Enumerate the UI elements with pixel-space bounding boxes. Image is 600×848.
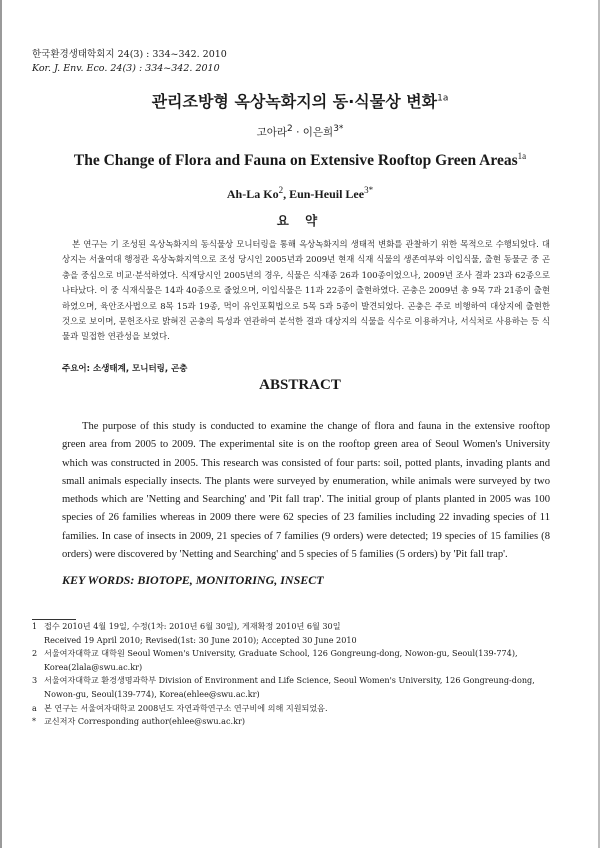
author-kr-1: 고아라	[256, 126, 287, 139]
footnote-text: 접수 2010년 4월 19일, 수정(1차: 2010년 6월 30일), 게재확정 2010년 6월 30일	[44, 621, 341, 631]
footnote-2	[32, 647, 562, 674]
author-kr-1-sup: 2	[287, 124, 293, 134]
footnote-mark: 3	[32, 675, 38, 686]
footnote-text: 서울여자대학교 환경생명과학부 Division of Environment and Life Science, Seoul Women's University, 126 Gongreung-dong,	[44, 675, 535, 686]
author-en-2: Eun-Heuil Lee	[289, 187, 365, 201]
journal-citation	[32, 48, 227, 76]
summary-korean: 본 연구는 기 조성된 옥상녹화지의 동식물상 모니터링을 통해 옥상녹화지의 생태적 변화를 관찰하기 위한 목적으로 수행되었다. 대상지는 서울여대 행정관 옥상녹화지역으로 조성 당시인 2005년과 2009년 현재 식재 식물의 생존여부와 이입식물, 출현 동물군 중 곤충을 중심으로 비교·분석하였다. 식재당시인 2005년의 경우, 식물은 식재종 26과 100종이었으나, 2009년 조사 결과 23과 62종으로 나타났다. 이 중 식재식물은 14과 40종으로 줄었으며, 이입식물은 11과 22종이 출현하였다. 곤충은 2009년 총 9목 7과 21종이 출현하였으며, 육안조사법으로 8목 15과 19종, 먹이 유인포획법으로 5목 5과 5종이 발견되었다. 곤충은 주로 비행하여 대상지에 출현한 것으로 보이며, 문헌조사로 밝혀진 곤충의 특성과 연관하여 분석한 결과 대상지의 식물을 식수로 이용하거나, 서식처로 사용하는 등 식물과 밀접한 연관성을 보였다.	[62, 239, 550, 342]
author-en-1: Ah-La Ko	[226, 187, 279, 201]
title-korean	[0, 89, 600, 112]
footnote-text-2: Nowon-gu, Seoul(139-774), Korea(ehlee@swu.ac.kr)	[44, 688, 260, 699]
author-en-1-sup: 2	[278, 185, 284, 195]
journal-citation-en: Kor. J. Env. Eco. 24(3) : 334~342. 2010	[32, 63, 220, 74]
footnote-text-2: Korea(2lala@swu.ac.kr)	[44, 661, 143, 672]
title-english-sup: 1a	[517, 151, 527, 161]
abstract-heading: ABSTRACT	[259, 377, 341, 393]
journal-citation-kr: 한국환경생태학회지 24(3) : 334~342. 2010	[32, 49, 227, 60]
summary-heading: 요 약	[276, 213, 324, 228]
author-en-separator: ,	[283, 187, 290, 201]
footnote-3	[32, 674, 562, 701]
author-en-2-sup: 3*	[364, 185, 374, 195]
title-english	[0, 151, 600, 170]
footnote-1	[32, 620, 562, 647]
keywords-korean: 주요어: 소생태계, 모니터링, 곤충	[62, 364, 188, 374]
footnote-mark: a	[32, 702, 37, 713]
author-kr-2-sup: 3*	[333, 124, 344, 134]
abstract-english: The purpose of this study is conducted to examine the change of flora and fauna in the extensive rooftop green area from 2005 to 2009. The experimental site is on the rooftop green area of Seoul Women's University which was constructed in 2005. This research was consisted of four parts: soil, potted plants, invading plants and small animals especially insects. The plants were surveyed by enumeration, while animals were surveyed by two methods which are 'Netting and Searching' and 'Pit fall trap'. The initial group of plants planted in 2005 was 100 species of 26 families whereas in 2009 there were 62 species of 23 families including 22 invading species of 11 families. In case of insects in 2009, 21 species of 7 families (9 orders) were detected; 19 species of 15 families (8 orders) were discovered by 'Netting and Searching' and 5 species of 5 families (5 orders) by 'Pit fall trap'.	[62, 421, 550, 561]
footnote-corresponding	[32, 715, 562, 729]
footnotes	[32, 620, 562, 729]
footnote-text: 본 연구는 서울여자대학교 2008년도 자연과학연구소 연구비에 의해 지원되었음.	[44, 702, 328, 713]
footnote-mark: 1	[32, 621, 38, 631]
footnote-text-2: Received 19 April 2010; Revised(1st: 30 June 2010); Accepted 30 June 2010	[44, 634, 357, 645]
author-kr-separator: ·	[292, 126, 303, 139]
footnote-mark: 2	[32, 648, 38, 659]
authors-korean	[0, 124, 600, 140]
footnote-mark: *	[32, 716, 37, 727]
author-kr-2: 이은희	[302, 126, 334, 139]
authors-english	[0, 185, 600, 202]
footnote-a	[32, 702, 562, 716]
title-korean-text: 관리조방형 옥상녹화지의 동·식물상 변화	[151, 92, 438, 111]
footnote-text: 서울여자대학교 대학원 Seoul Women's University, Graduate School, 126 Gongreung-dong, Nowon-gu, Seoul(139-774),	[44, 648, 518, 659]
title-english-text: The Change of Flora and Fauna on Extensive Rooftop Green Areas	[73, 152, 518, 170]
title-korean-sup: 1a	[437, 93, 449, 104]
footnote-text: 교신저자 Corresponding author(ehlee@swu.ac.kr)	[44, 716, 245, 727]
keywords-english: KEY WORDS: BIOTOPE, MONITORING, INSECT	[62, 573, 324, 587]
